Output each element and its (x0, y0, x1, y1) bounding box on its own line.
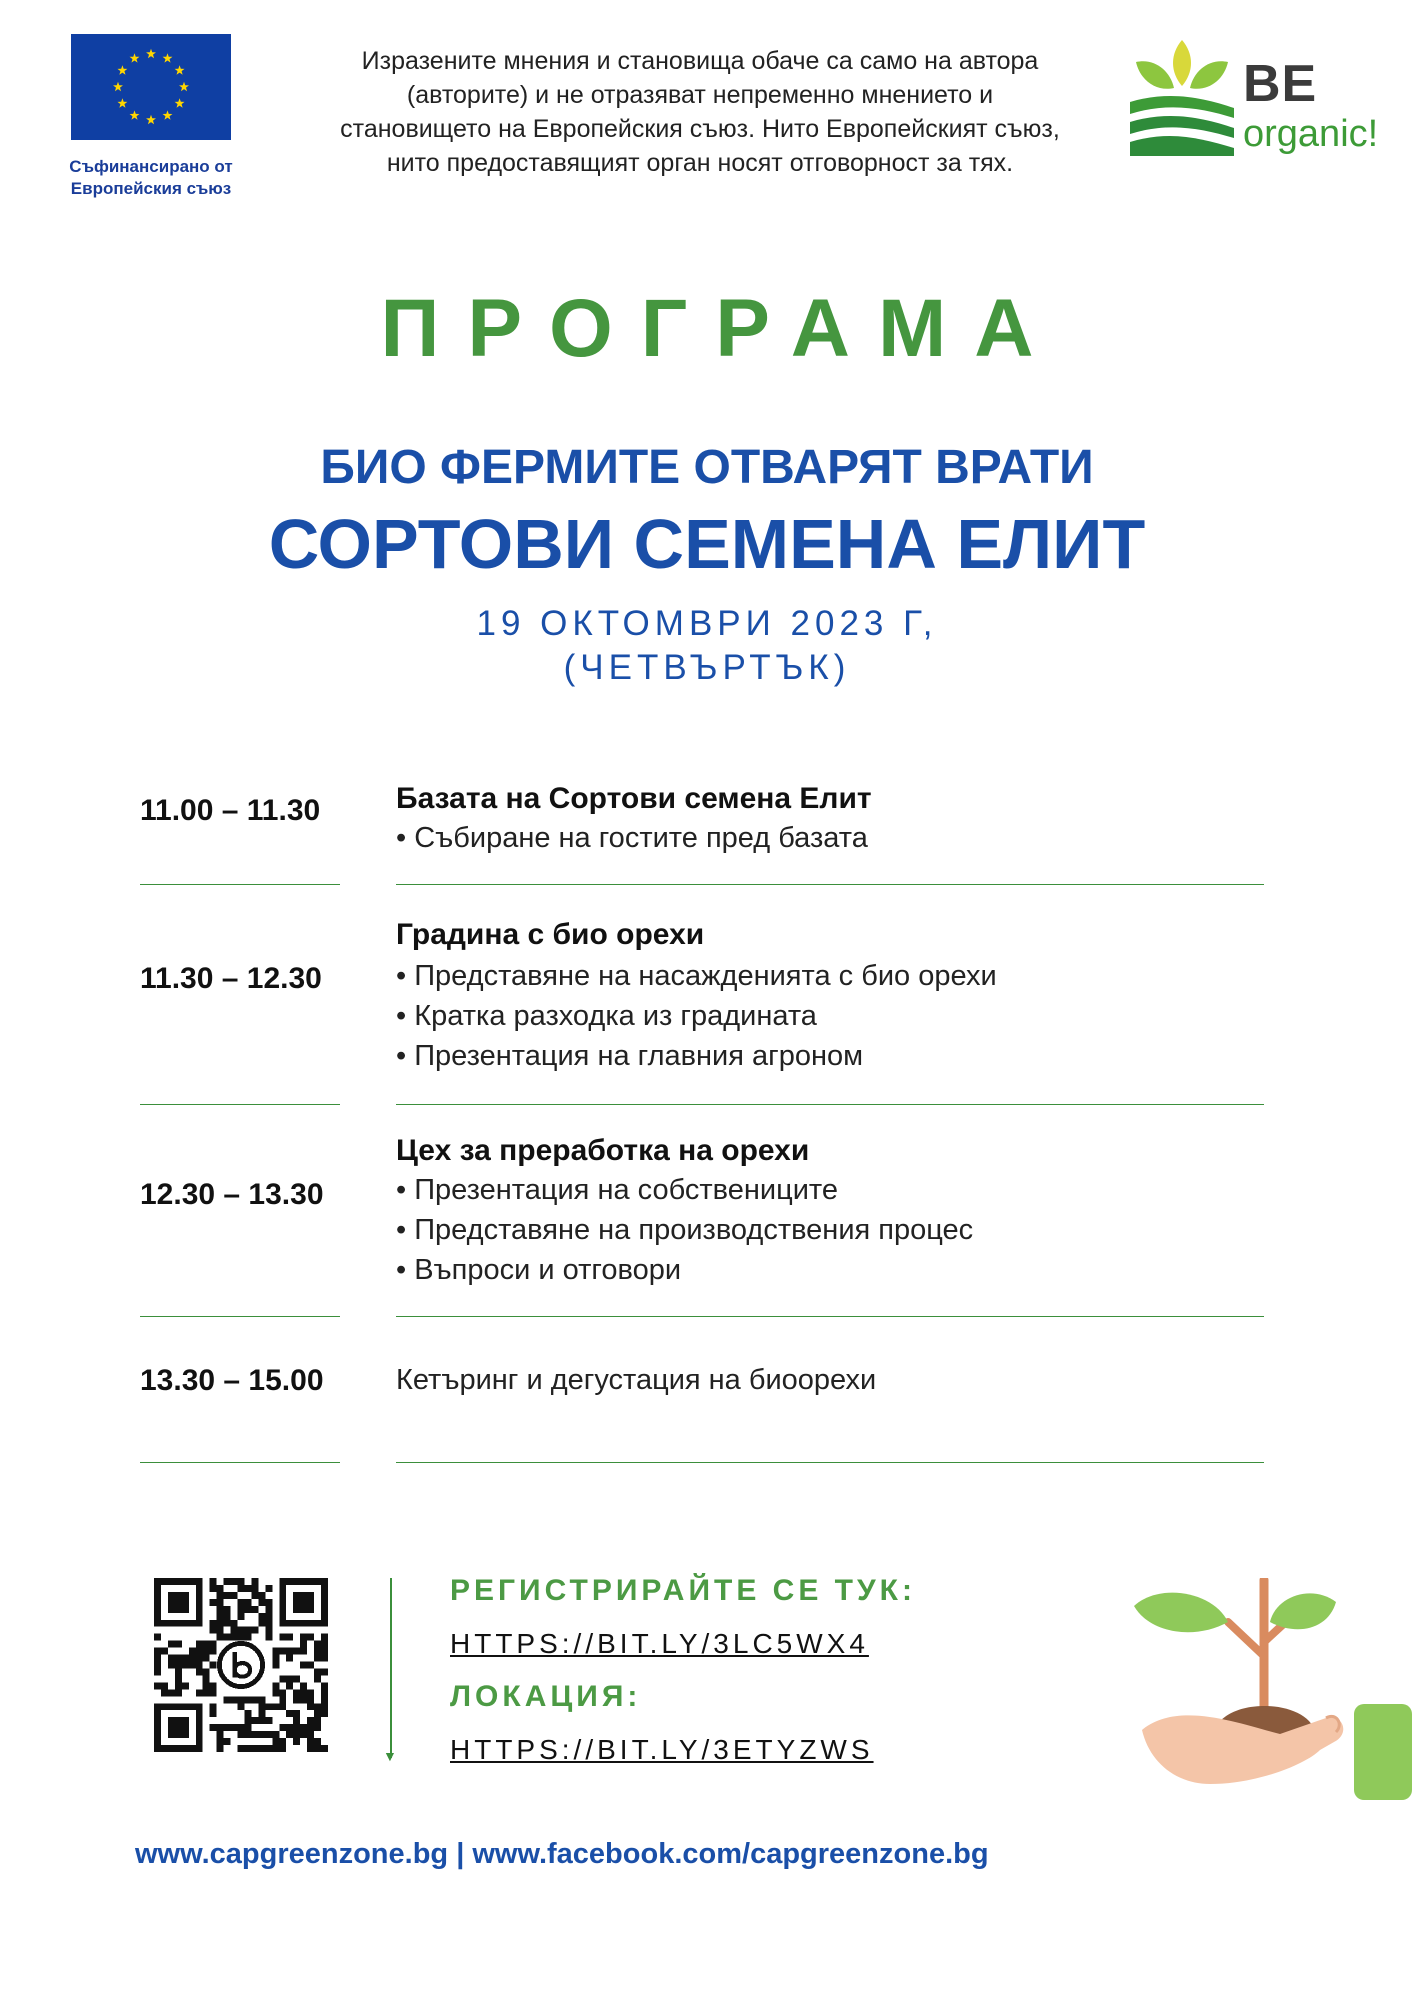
page-title: ПРОГРАМА (380, 283, 1062, 374)
agenda-divider (396, 884, 1264, 885)
eu-caption-line1: Съфинансирано от (69, 157, 233, 176)
agenda-bullet: • Представяне на насажденията с био орехи (396, 960, 997, 992)
agenda-bullet: • Кратка разходка из градината (396, 1000, 817, 1032)
agenda-bullet: • Представяне на производствения процес (396, 1214, 974, 1246)
arrow-down-icon: ▼ (383, 1748, 397, 1764)
eu-cofunded-caption (40, 156, 262, 200)
agenda-section-title: Базата на Сортови семена Елит (396, 782, 872, 815)
footer-links[interactable]: www.capgreenzone.bg | www.facebook.com/capgreenzone.bg (135, 1838, 989, 1870)
agenda-section-title: Цех за преработка на орехи (396, 1134, 810, 1167)
agenda-bullet: • Въпроси и отговори (396, 1254, 682, 1286)
event-weekday: (ЧЕТВЪРТЪК) (563, 648, 851, 687)
agenda-divider (140, 1104, 340, 1105)
disclaimer-line: Изразените мнения и становища обаче са само на автора (361, 47, 1039, 75)
agenda-divider (140, 884, 340, 885)
disclaimer-line: нито предоставящият орган носят отговорност за тях. (386, 149, 1014, 177)
registration-label: РЕГИСТРИРАЙТЕ СЕ ТУК: (450, 1574, 916, 1607)
agenda-divider (140, 1316, 340, 1317)
agenda-time: 13.30 – 15.00 (140, 1364, 324, 1397)
agenda-section-title: Градина с био орехи (396, 918, 705, 951)
agenda-section-title: Кетъринг и дегустация на биоорехи (396, 1364, 877, 1396)
agenda-bullet: • Презентация на главния агроном (396, 1040, 864, 1072)
event-subtitle: БИО ФЕРМИТЕ ОТВАРЯТ ВРАТИ (320, 441, 1094, 494)
registration-link[interactable]: HTTPS://BIT.LY/3LC5WX4 (450, 1628, 869, 1659)
agenda-time: 11.30 – 12.30 (140, 962, 322, 995)
eu-caption-line2: Европейския съюз (70, 179, 232, 198)
event-name: СОРТОВИ СЕМЕНА ЕЛИТ (268, 505, 1146, 583)
eu-flag-logo (71, 34, 231, 140)
be-organic-logo-be: BE (1243, 55, 1318, 113)
agenda-bullet: • Събиране на гостите пред базата (396, 822, 868, 854)
agenda-time: 12.30 – 13.30 (140, 1178, 324, 1211)
agenda-divider (396, 1462, 1264, 1463)
agenda-divider (396, 1104, 1264, 1105)
agenda-divider (140, 1462, 340, 1463)
agenda-divider (396, 1316, 1264, 1317)
be-organic-leaf-icon (1130, 38, 1235, 158)
plant-in-hand-icon (1130, 1578, 1414, 1858)
be-organic-logo-organic: organic! (1243, 113, 1379, 155)
location-link[interactable]: HTTPS://BIT.LY/3ETYZWS (450, 1734, 874, 1765)
eu-disclaimer (290, 44, 1110, 180)
vertical-divider (390, 1578, 392, 1758)
location-label: ЛОКАЦИЯ: (450, 1680, 642, 1713)
agenda-bullet: • Презентация на собствениците (396, 1174, 838, 1206)
agenda-time: 11.00 – 11.30 (140, 794, 321, 827)
disclaimer-line: становището на Европейския съюз. Нито Европейският съюз, (340, 115, 1060, 143)
qr-code-icon[interactable] (154, 1578, 328, 1752)
event-date: 19 ОКТОМВРИ 2023 Г, (476, 604, 938, 643)
disclaimer-line: (авторите) и не отразяват непременно мнението и (406, 81, 994, 109)
